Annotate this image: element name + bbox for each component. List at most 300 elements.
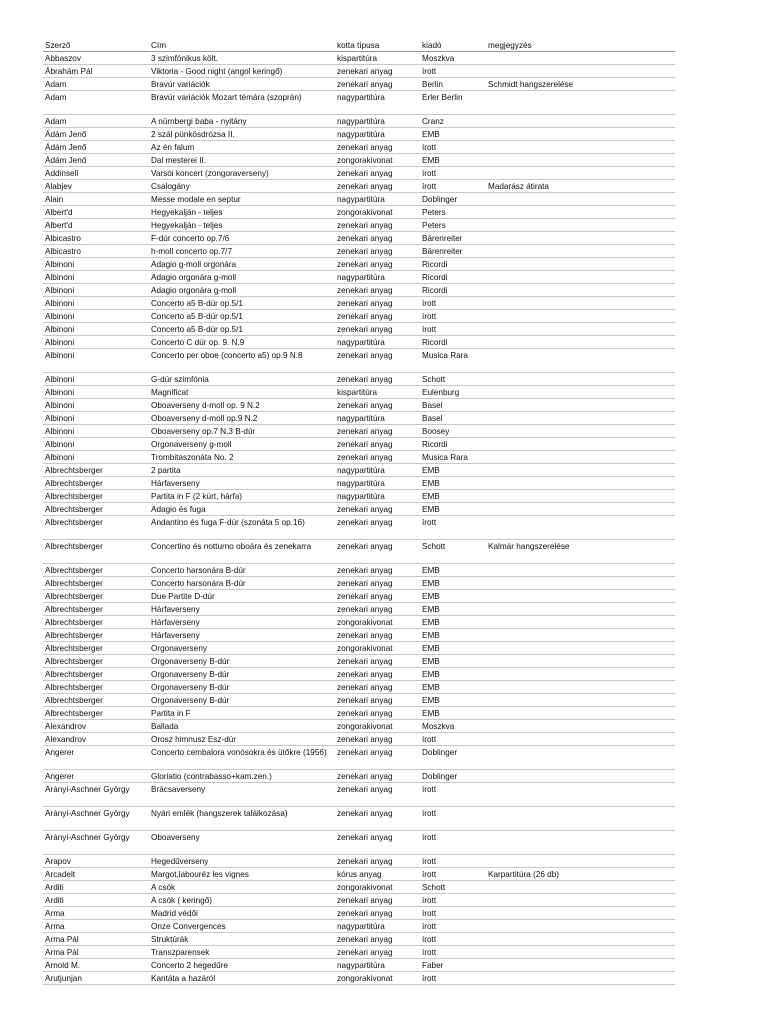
table-row xyxy=(43,694,675,707)
cell-note xyxy=(486,271,675,284)
cell-title: Orgonaverseny B-dúr xyxy=(149,681,335,694)
cell-title: Orgonaverseny g-moll xyxy=(149,438,335,451)
cell-note xyxy=(486,783,675,807)
cell-publisher: Ricordi xyxy=(420,271,486,284)
cell-note xyxy=(486,219,675,232)
cell-publisher: írott xyxy=(420,894,486,907)
cell-author: Alabjev xyxy=(43,180,149,193)
cell-title: Concerto cembalora vonósokra és ütőkre (1956) xyxy=(149,746,335,770)
cell-title: Adagio és fuga xyxy=(149,503,335,516)
table-row xyxy=(43,746,675,770)
table-row xyxy=(43,807,675,831)
cell-author: Angerer xyxy=(43,770,149,783)
cell-author: Albinoni xyxy=(43,373,149,386)
cell-note xyxy=(486,464,675,477)
cell-title: Orgonaverseny B-dúr xyxy=(149,655,335,668)
cell-publisher: Basel xyxy=(420,412,486,425)
cell-score-type: nagypartitúra xyxy=(335,959,420,972)
cell-score-type: zenekari anyag xyxy=(335,746,420,770)
cell-publisher: Doblinger xyxy=(420,770,486,783)
table-row xyxy=(43,770,675,783)
table-row xyxy=(43,310,675,323)
cell-publisher: Doblinger xyxy=(420,746,486,770)
cell-score-type: zenekari anyag xyxy=(335,373,420,386)
cell-publisher: írott xyxy=(420,167,486,180)
cell-publisher: Bärenreiter xyxy=(420,245,486,258)
cell-title: Adagio orgonára g-moll xyxy=(149,284,335,297)
table-row xyxy=(43,972,675,985)
table-row xyxy=(43,894,675,907)
cell-score-type: zongorakivonat xyxy=(335,642,420,655)
cell-publisher: írott xyxy=(420,920,486,933)
cell-note xyxy=(486,245,675,258)
cell-title: Oboaverseny d-moll op.9 N.2 xyxy=(149,412,335,425)
cell-publisher: EMB xyxy=(420,629,486,642)
table-row xyxy=(43,577,675,590)
cell-score-type: zenekari anyag xyxy=(335,232,420,245)
cell-title: Kantáta a hazáról xyxy=(149,972,335,985)
cell-note xyxy=(486,52,675,65)
cell-score-type: zenekari anyag xyxy=(335,399,420,412)
cell-publisher: írott xyxy=(420,297,486,310)
cell-title: Madrid védői xyxy=(149,907,335,920)
cell-note xyxy=(486,193,675,206)
cell-title: Concerto a5 B-dúr op.5/1 xyxy=(149,323,335,336)
cell-note xyxy=(486,733,675,746)
cell-author: Albrechtsberger xyxy=(43,464,149,477)
table-row xyxy=(43,167,675,180)
cell-note xyxy=(486,451,675,464)
cell-publisher: írott xyxy=(420,310,486,323)
cell-publisher: Ricordi xyxy=(420,284,486,297)
cell-note xyxy=(486,336,675,349)
cell-score-type: zenekari anyag xyxy=(335,540,420,564)
cell-note xyxy=(486,831,675,855)
cell-publisher: EMB xyxy=(420,464,486,477)
cell-note xyxy=(486,590,675,603)
cell-note xyxy=(486,946,675,959)
cell-publisher: Boosey xyxy=(420,425,486,438)
cell-author: Albinoni xyxy=(43,310,149,323)
cell-score-type: nagypartitúra xyxy=(335,91,420,115)
table-row xyxy=(43,271,675,284)
cell-title: Gloriatio (contrabasso+kam.zen.) xyxy=(149,770,335,783)
cell-score-type: zenekari anyag xyxy=(335,831,420,855)
cell-score-type: zenekari anyag xyxy=(335,245,420,258)
cell-title: Orosz himnusz Esz-dúr xyxy=(149,733,335,746)
cell-title: Concerto C dúr op. 9. N.9 xyxy=(149,336,335,349)
table-row xyxy=(43,920,675,933)
header-author: Szerző xyxy=(43,39,149,52)
cell-note xyxy=(486,477,675,490)
cell-score-type: nagypartitúra xyxy=(335,336,420,349)
cell-publisher: Peters xyxy=(420,206,486,219)
table-row xyxy=(43,128,675,141)
table-row xyxy=(43,655,675,668)
cell-note xyxy=(486,399,675,412)
cell-author: Arutjunjan xyxy=(43,972,149,985)
table-row xyxy=(43,783,675,807)
cell-title: Varsói koncert (zongoraverseny) xyxy=(149,167,335,180)
table-row xyxy=(43,946,675,959)
cell-title: Az én falum xyxy=(149,141,335,154)
cell-score-type: zongorakivonat xyxy=(335,154,420,167)
cell-title: Brácsaverseny xyxy=(149,783,335,807)
cell-publisher: Erler Berlin xyxy=(420,91,486,115)
cell-title: Orgonaverseny B-dúr xyxy=(149,668,335,681)
cell-note xyxy=(486,746,675,770)
cell-publisher: EMB xyxy=(420,577,486,590)
table-row xyxy=(43,831,675,855)
cell-author: Arditi xyxy=(43,881,149,894)
cell-score-type: kórus anyag xyxy=(335,868,420,881)
cell-publisher: írott xyxy=(420,831,486,855)
cell-score-type: zenekari anyag xyxy=(335,933,420,946)
cell-title: Viktoria - Good night (angol keringő) xyxy=(149,65,335,78)
cell-publisher: írott xyxy=(420,516,486,540)
cell-score-type: kispartitúra xyxy=(335,386,420,399)
cell-score-type: nagypartitúra xyxy=(335,193,420,206)
cell-title: Dal mesterei II. xyxy=(149,154,335,167)
cell-note: Karpartitúra (26 db) xyxy=(486,868,675,881)
cell-score-type: zenekari anyag xyxy=(335,284,420,297)
table-row xyxy=(43,451,675,464)
cell-publisher: írott xyxy=(420,180,486,193)
cell-title: Concerto 2 hegedűre xyxy=(149,959,335,972)
cell-title: Hegyekalján - teljes xyxy=(149,206,335,219)
cell-author: Ábrahám Pál xyxy=(43,65,149,78)
table-row xyxy=(43,91,675,115)
cell-author: Albrechtsberger xyxy=(43,694,149,707)
cell-title: Concerto a5 B-dúr op.5/1 xyxy=(149,297,335,310)
cell-author: Albrechtsberger xyxy=(43,490,149,503)
cell-author: Alexandrov xyxy=(43,733,149,746)
cell-note xyxy=(486,167,675,180)
cell-note xyxy=(486,770,675,783)
cell-author: Adam xyxy=(43,115,149,128)
cell-publisher: írott xyxy=(420,323,486,336)
cell-title: F-dúr concerto op.7/6 xyxy=(149,232,335,245)
cell-publisher: Bärenreiter xyxy=(420,232,486,245)
cell-publisher: Basel xyxy=(420,399,486,412)
cell-author: Albinoni xyxy=(43,284,149,297)
table-row xyxy=(43,425,675,438)
cell-title: h-moll concerto op.7/7 xyxy=(149,245,335,258)
cell-publisher: Schott xyxy=(420,373,486,386)
cell-score-type: zenekari anyag xyxy=(335,78,420,91)
cell-note xyxy=(486,881,675,894)
cell-score-type: zenekari anyag xyxy=(335,603,420,616)
cell-score-type: zenekari anyag xyxy=(335,681,420,694)
cell-author: Arcadelt xyxy=(43,868,149,881)
cell-title: Adagio orgonára g-moll xyxy=(149,271,335,284)
cell-note xyxy=(486,807,675,831)
cell-author: Ádám Jenő xyxy=(43,128,149,141)
cell-publisher: EMB xyxy=(420,655,486,668)
cell-score-type: nagypartitúra xyxy=(335,115,420,128)
cell-score-type: zenekari anyag xyxy=(335,629,420,642)
cell-author: Arányi-Aschner György xyxy=(43,831,149,855)
cell-publisher: EMB xyxy=(420,694,486,707)
cell-score-type: zenekari anyag xyxy=(335,516,420,540)
cell-score-type: zenekari anyag xyxy=(335,425,420,438)
cell-title: Andantino és fuga F-dúr (szonáta 5 op.16) xyxy=(149,516,335,540)
cell-note xyxy=(486,642,675,655)
cell-publisher: Berlin xyxy=(420,78,486,91)
cell-author: Albrechtsberger xyxy=(43,629,149,642)
cell-score-type: zenekari anyag xyxy=(335,907,420,920)
cell-score-type: nagypartitúra xyxy=(335,464,420,477)
cell-author: Albrechtsberger xyxy=(43,655,149,668)
table-row xyxy=(43,855,675,868)
cell-publisher: Cranz xyxy=(420,115,486,128)
cell-publisher: írott xyxy=(420,946,486,959)
cell-publisher: EMB xyxy=(420,477,486,490)
cell-note xyxy=(486,349,675,373)
cell-title: Hárfaverseny xyxy=(149,603,335,616)
cell-title: Trombitaszonáta No. 2 xyxy=(149,451,335,464)
cell-author: Albinoni xyxy=(43,297,149,310)
cell-author: Angerer xyxy=(43,746,149,770)
table-row xyxy=(43,206,675,219)
cell-author: Albicastro xyxy=(43,245,149,258)
cell-publisher: EMB xyxy=(420,154,486,167)
cell-title: Magnificat xyxy=(149,386,335,399)
cell-author: Albinoni xyxy=(43,399,149,412)
header-title: Cím xyxy=(149,39,335,52)
cell-author: Arma xyxy=(43,920,149,933)
cell-author: Albrechtsberger xyxy=(43,564,149,577)
cell-score-type: nagypartitúra xyxy=(335,271,420,284)
cell-title: Concertino és notturno oboára és zenekarra xyxy=(149,540,335,564)
cell-author: Albert'd xyxy=(43,206,149,219)
cell-note xyxy=(486,323,675,336)
header-score-type: kotta típusa xyxy=(335,39,420,52)
cell-publisher: EMB xyxy=(420,503,486,516)
cell-title: A nürnbergi baba - nyitány xyxy=(149,115,335,128)
table-row xyxy=(43,52,675,65)
cell-title: Hegedűverseny xyxy=(149,855,335,868)
cell-note xyxy=(486,564,675,577)
cell-score-type: zenekari anyag xyxy=(335,770,420,783)
cell-publisher: Ricordi xyxy=(420,438,486,451)
table-row xyxy=(43,564,675,577)
cell-score-type: zenekari anyag xyxy=(335,855,420,868)
cell-author: Albrechtsberger xyxy=(43,477,149,490)
cell-score-type: zenekari anyag xyxy=(335,590,420,603)
cell-publisher: Doblinger xyxy=(420,193,486,206)
cell-score-type: zenekari anyag xyxy=(335,180,420,193)
table-row xyxy=(43,297,675,310)
cell-publisher: Peters xyxy=(420,219,486,232)
cell-note xyxy=(486,438,675,451)
cell-note: Schmidt hangszerelése xyxy=(486,78,675,91)
cell-title: Hárfaverseny xyxy=(149,477,335,490)
cell-score-type: zenekari anyag xyxy=(335,451,420,464)
table-row xyxy=(43,629,675,642)
cell-author: Albrechtsberger xyxy=(43,516,149,540)
table-row xyxy=(43,590,675,603)
cell-note xyxy=(486,681,675,694)
cell-title: Hárfaverseny xyxy=(149,616,335,629)
cell-publisher: írott xyxy=(420,733,486,746)
cell-note xyxy=(486,232,675,245)
cell-title: Csalogány xyxy=(149,180,335,193)
cell-title: Ballada xyxy=(149,720,335,733)
cell-note xyxy=(486,503,675,516)
cell-score-type: zenekari anyag xyxy=(335,349,420,373)
table-row xyxy=(43,490,675,503)
cell-publisher: EMB xyxy=(420,590,486,603)
cell-title: G-dúr szimfónia xyxy=(149,373,335,386)
cell-author: Albrechtsberger xyxy=(43,707,149,720)
cell-score-type: zenekari anyag xyxy=(335,733,420,746)
catalog-table xyxy=(43,39,675,985)
cell-note xyxy=(486,972,675,985)
cell-author: Arányi-Aschner György xyxy=(43,807,149,831)
cell-author: Albert'd xyxy=(43,219,149,232)
table-row xyxy=(43,245,675,258)
cell-score-type: zenekari anyag xyxy=(335,894,420,907)
cell-title: Partita in F xyxy=(149,707,335,720)
table-row xyxy=(43,65,675,78)
cell-note xyxy=(486,603,675,616)
table-row xyxy=(43,399,675,412)
cell-author: Alain xyxy=(43,193,149,206)
cell-author: Albrechtsberger xyxy=(43,503,149,516)
cell-score-type: zenekari anyag xyxy=(335,564,420,577)
table-row xyxy=(43,720,675,733)
cell-title: Adagio g-moll orgonára xyxy=(149,258,335,271)
cell-title: Transzparensek xyxy=(149,946,335,959)
cell-author: Albrechtsberger xyxy=(43,681,149,694)
cell-author: Albrechtsberger xyxy=(43,642,149,655)
table-row xyxy=(43,373,675,386)
cell-score-type: kispartitúra xyxy=(335,52,420,65)
cell-note xyxy=(486,373,675,386)
header-row xyxy=(43,39,675,52)
table-row xyxy=(43,907,675,920)
cell-note xyxy=(486,933,675,946)
table-row xyxy=(43,733,675,746)
cell-title: Onze Convergences xyxy=(149,920,335,933)
cell-publisher: írott xyxy=(420,907,486,920)
cell-score-type: nagypartitúra xyxy=(335,490,420,503)
table-row xyxy=(43,78,675,91)
cell-score-type: zenekari anyag xyxy=(335,577,420,590)
header-note: megjegyzés xyxy=(486,39,675,52)
cell-score-type: nagypartitúra xyxy=(335,412,420,425)
table-row xyxy=(43,933,675,946)
cell-publisher: EMB xyxy=(420,603,486,616)
cell-author: Albinoni xyxy=(43,386,149,399)
cell-author: Arnold M. xyxy=(43,959,149,972)
cell-note xyxy=(486,577,675,590)
cell-publisher: írott xyxy=(420,65,486,78)
table-row xyxy=(43,616,675,629)
cell-title: Oboaverseny d-moll op. 9 N.2 xyxy=(149,399,335,412)
cell-title: Orgonaverseny xyxy=(149,642,335,655)
cell-title: Margot,labouréz les vignes xyxy=(149,868,335,881)
cell-score-type: zongorakivonat xyxy=(335,720,420,733)
cell-author: Arditi xyxy=(43,894,149,907)
table-row xyxy=(43,516,675,540)
cell-note xyxy=(486,206,675,219)
cell-author: Arma xyxy=(43,907,149,920)
cell-publisher: Moszkva xyxy=(420,52,486,65)
table-row xyxy=(43,258,675,271)
cell-author: Albinoni xyxy=(43,451,149,464)
cell-author: Addinsell xyxy=(43,167,149,180)
cell-score-type: nagypartitúra xyxy=(335,477,420,490)
cell-author: Adam xyxy=(43,91,149,115)
cell-title: Messe modale en septur xyxy=(149,193,335,206)
cell-author: Albicastro xyxy=(43,232,149,245)
cell-note xyxy=(486,115,675,128)
cell-author: Albinoni xyxy=(43,336,149,349)
cell-title: Concerto a5 B-dúr op.5/1 xyxy=(149,310,335,323)
cell-note xyxy=(486,668,675,681)
cell-publisher: Musica Rara xyxy=(420,451,486,464)
table-row xyxy=(43,180,675,193)
cell-author: Arma Pál xyxy=(43,946,149,959)
cell-note xyxy=(486,920,675,933)
cell-author: Ádám Jenő xyxy=(43,154,149,167)
cell-author: Albrechtsberger xyxy=(43,590,149,603)
cell-author: Arányi-Aschner György xyxy=(43,783,149,807)
cell-title: Hárfaverseny xyxy=(149,629,335,642)
cell-author: Abbaszov xyxy=(43,52,149,65)
cell-publisher: EMB xyxy=(420,707,486,720)
cell-note xyxy=(486,894,675,907)
cell-score-type: zongorakivonat xyxy=(335,616,420,629)
cell-score-type: nagypartitúra xyxy=(335,920,420,933)
table-row xyxy=(43,438,675,451)
cell-title: 2 partita xyxy=(149,464,335,477)
cell-note xyxy=(486,694,675,707)
cell-publisher: írott xyxy=(420,933,486,946)
cell-title: Oboaverseny xyxy=(149,831,335,855)
table-row xyxy=(43,323,675,336)
cell-score-type: zenekari anyag xyxy=(335,297,420,310)
cell-note xyxy=(486,855,675,868)
cell-author: Albinoni xyxy=(43,349,149,373)
cell-title: 3 szimfónikus költ. xyxy=(149,52,335,65)
cell-publisher: Ricordi xyxy=(420,336,486,349)
cell-note xyxy=(486,386,675,399)
cell-score-type: zenekari anyag xyxy=(335,323,420,336)
cell-title: Nyári emlék (hangszerek találkozása) xyxy=(149,807,335,831)
header-publisher: kiadó xyxy=(420,39,486,52)
cell-title: Bravúr variációk xyxy=(149,78,335,91)
table-row xyxy=(43,464,675,477)
cell-note xyxy=(486,310,675,323)
cell-note xyxy=(486,258,675,271)
cell-note xyxy=(486,629,675,642)
table-row xyxy=(43,412,675,425)
cell-score-type: zongorakivonat xyxy=(335,881,420,894)
cell-score-type: zenekari anyag xyxy=(335,694,420,707)
cell-title: Hegyekalján - teljes xyxy=(149,219,335,232)
table-row xyxy=(43,193,675,206)
spreadsheet xyxy=(43,39,675,985)
cell-note: Madarász átirata xyxy=(486,180,675,193)
cell-publisher: Moszkva xyxy=(420,720,486,733)
table-row xyxy=(43,681,675,694)
cell-score-type: zenekari anyag xyxy=(335,946,420,959)
cell-title: Partita in F (2 kürt, hárfa) xyxy=(149,490,335,503)
cell-title: 2 szál pünkösdrózsa II. xyxy=(149,128,335,141)
